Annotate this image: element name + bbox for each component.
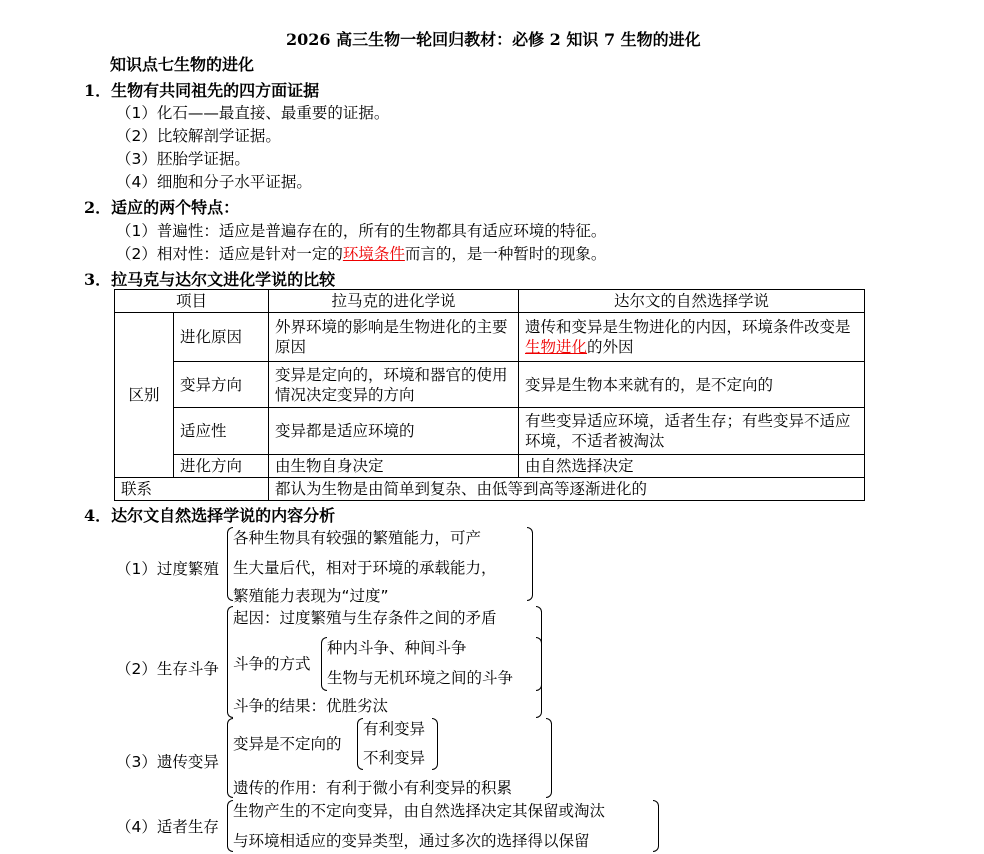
lamarck-cell: 由生物自身决定 bbox=[269, 455, 519, 478]
p2-result: 斗争的结果：优胜劣汰 bbox=[233, 697, 389, 715]
highlight-text: 生物进化 bbox=[525, 338, 588, 356]
section-2-heading: 2．适应的两个特点： bbox=[84, 198, 240, 217]
p1-line: 繁殖能力表现为“过度” bbox=[233, 587, 389, 605]
highlight-text: 环境条件 bbox=[342, 245, 405, 263]
table-row bbox=[115, 478, 865, 501]
group-label: 区别 bbox=[115, 313, 174, 478]
page-title: 2026 高三生物一轮回归教材：必修 2 知识 7 生物的进化 bbox=[286, 30, 701, 49]
row-name: 进化方向 bbox=[174, 455, 269, 478]
row-name: 适应性 bbox=[174, 408, 269, 455]
lamarck-cell: 变异是定向的，环境和器官的使用情况决定变异的方向 bbox=[269, 362, 519, 408]
darwin-cell bbox=[519, 313, 865, 362]
link-label: 联系 bbox=[115, 478, 269, 501]
darwin-cell: 有些变异适应环境，适者生存；有些变异不适应环境，不适者被淘汰 bbox=[519, 408, 865, 455]
p2-label: （2）生存斗争 bbox=[116, 660, 219, 678]
table-row bbox=[115, 313, 865, 362]
section-4-heading: 4．达尔文自然选择学说的内容分析 bbox=[84, 506, 336, 525]
s1-item: （2）比较解剖学证据。 bbox=[116, 127, 281, 145]
lamarck-cell: 外界环境的影响是生物进化的主要原因 bbox=[269, 313, 519, 362]
p3-var: 变异是不定向的 bbox=[233, 735, 342, 753]
p3-label: （3）遗传变异 bbox=[116, 753, 219, 771]
section-title: 知识点七生物的进化 bbox=[110, 55, 255, 74]
p1-line: 生大量后代，相对于环境的承载能力， bbox=[233, 559, 497, 577]
row-name: 变异方向 bbox=[174, 362, 269, 408]
right-brace bbox=[432, 718, 438, 770]
header-darwin: 达尔文的自然选择学说 bbox=[519, 290, 865, 313]
right-brace bbox=[527, 527, 533, 601]
s2-item-2 bbox=[116, 242, 606, 264]
p3-role: 遗传的作用：有利于微小有利变异的积累 bbox=[233, 779, 513, 797]
section-1-heading: 1．生物有共同祖先的四方面证据 bbox=[84, 81, 320, 100]
right-brace bbox=[653, 800, 659, 852]
darwin-cell: 变异是生物本来就有的，是不定向的 bbox=[519, 362, 865, 408]
table-row bbox=[115, 455, 865, 478]
s1-item: （1）化石——最直接、最重要的证据。 bbox=[116, 104, 390, 122]
s1-item: （4）细胞和分子水平证据。 bbox=[116, 173, 312, 191]
s2-item-2-pre: （2）相对性：适应是针对一定的 bbox=[116, 245, 343, 263]
p2-way-item: 生物与无机环境之间的斗争 bbox=[327, 669, 514, 687]
p3-var-item: 不利变异 bbox=[363, 749, 426, 767]
section-3-heading: 3．拉马克与达尔文进化学说的比较 bbox=[84, 270, 336, 289]
right-brace bbox=[536, 606, 542, 718]
p1-line: 各种生物具有较强的繁殖能力，可产 bbox=[233, 529, 482, 547]
p2-way-item: 种内斗争、种间斗争 bbox=[327, 639, 467, 657]
table-row bbox=[115, 362, 865, 408]
right-brace bbox=[546, 718, 552, 798]
comparison-table bbox=[114, 289, 865, 501]
p4-line: 生物产生的不定向变异，由自然选择决定其保留或淘汰 bbox=[233, 802, 606, 820]
darwin-text-post: 的外因 bbox=[587, 338, 634, 356]
table-row bbox=[115, 408, 865, 455]
p2-cause: 起因：过度繁殖与生存条件之间的矛盾 bbox=[233, 609, 497, 627]
darwin-text: 遗传和变异是生物进化的内因，环境条件改变是 bbox=[525, 318, 851, 336]
p1-label: （1）过度繁殖 bbox=[116, 560, 219, 578]
p2-way: 斗争的方式 bbox=[233, 655, 311, 673]
header-item: 项目 bbox=[115, 290, 269, 313]
table-header-row bbox=[115, 290, 865, 313]
s2-item-2-post: 而言的，是一种暂时的现象。 bbox=[404, 245, 607, 263]
darwin-cell: 由自然选择决定 bbox=[519, 455, 865, 478]
s2-item-1: （1）普遍性：适应是普遍存在的，所有的生物都具有适应环境的特征。 bbox=[116, 222, 607, 240]
p4-label: （4）适者生存 bbox=[116, 818, 219, 836]
s1-item: （3）胚胎学证据。 bbox=[116, 150, 250, 168]
p4-line: 与环境相适应的变异类型，通过多次的选择得以保留 bbox=[233, 832, 590, 850]
link-text: 都认为生物是由简单到复杂、由低等到高等逐渐进化的 bbox=[269, 478, 865, 501]
p3-var-item: 有利变异 bbox=[363, 720, 426, 738]
row-name: 进化原因 bbox=[174, 313, 269, 362]
lamarck-cell: 变异都是适应环境的 bbox=[269, 408, 519, 455]
header-lamarck: 拉马克的进化学说 bbox=[269, 290, 519, 313]
